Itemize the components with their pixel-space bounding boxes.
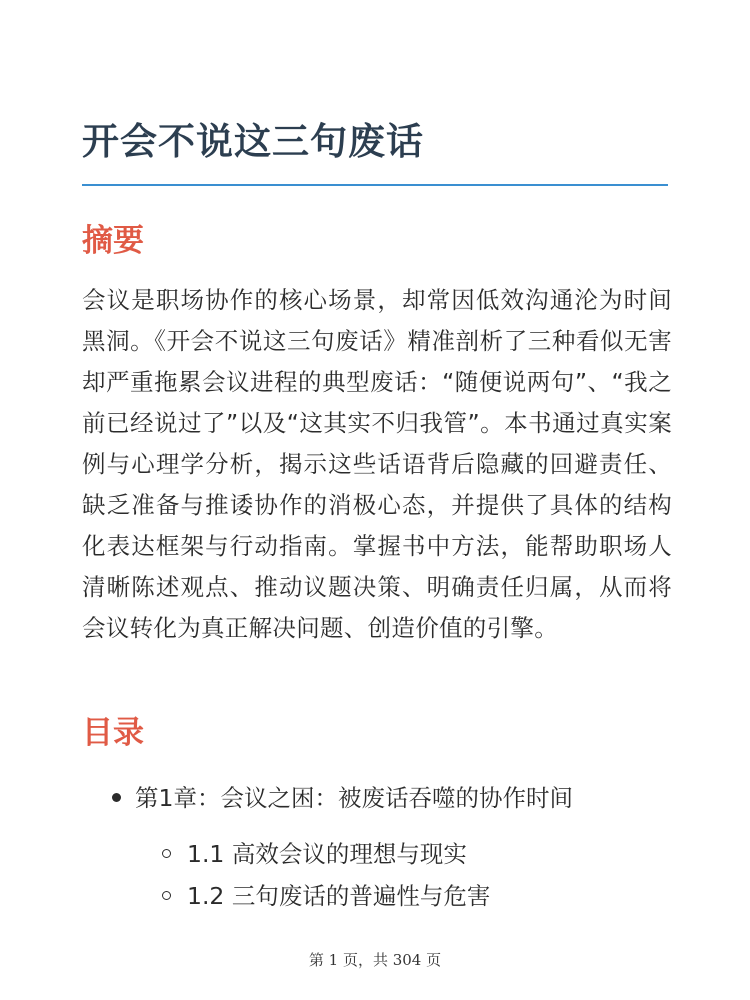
abstract-heading: 摘要 [82,223,144,259]
toc-item-label: 第1章：会议之困：被废话吞噬的协作时间 [135,784,573,812]
abstract-paragraph: 会议是职场协作的核心场景，却常因低效沟通沦为时间黑洞。《开会不说这三句废话》精准剖析了三种看似无害却严重拖累会议进程的典型废话：“随便说两句”、“我之前已经说过了”以及“这其实不归我管”。本书通过真实案例与心理学分析，揭示这些话语背后隐藏的回避责任、缺乏准备与推诿协作的消极心态，并提供了具体的结构化表达框架与行动指南。掌握书中方法，能帮助职场人清晰陈述观点、推动议题决策、明确责任归属，从而将会议转化为真正解决问题、创造价值的引擎。 [82,286,672,642]
bullet-circle-icon [162,891,171,900]
toc-item-section-1-1[interactable] [162,837,467,871]
toc-item-label: 1.2 三句废话的普遍性与危害 [187,882,491,910]
toc-item-chapter-1[interactable] [112,781,573,815]
toc-heading: 目录 [82,715,144,751]
toc-item-label: 1.1 高效会议的理想与现实 [187,840,467,868]
bullet-disc-icon [112,793,121,802]
toc-item-section-1-2[interactable] [162,879,490,913]
bullet-circle-icon [162,849,171,858]
title-divider [82,184,668,186]
page-title: 开会不说这三句废话 [82,120,424,163]
page-number-footer: 第 1 页，共 304 页 [308,951,442,969]
